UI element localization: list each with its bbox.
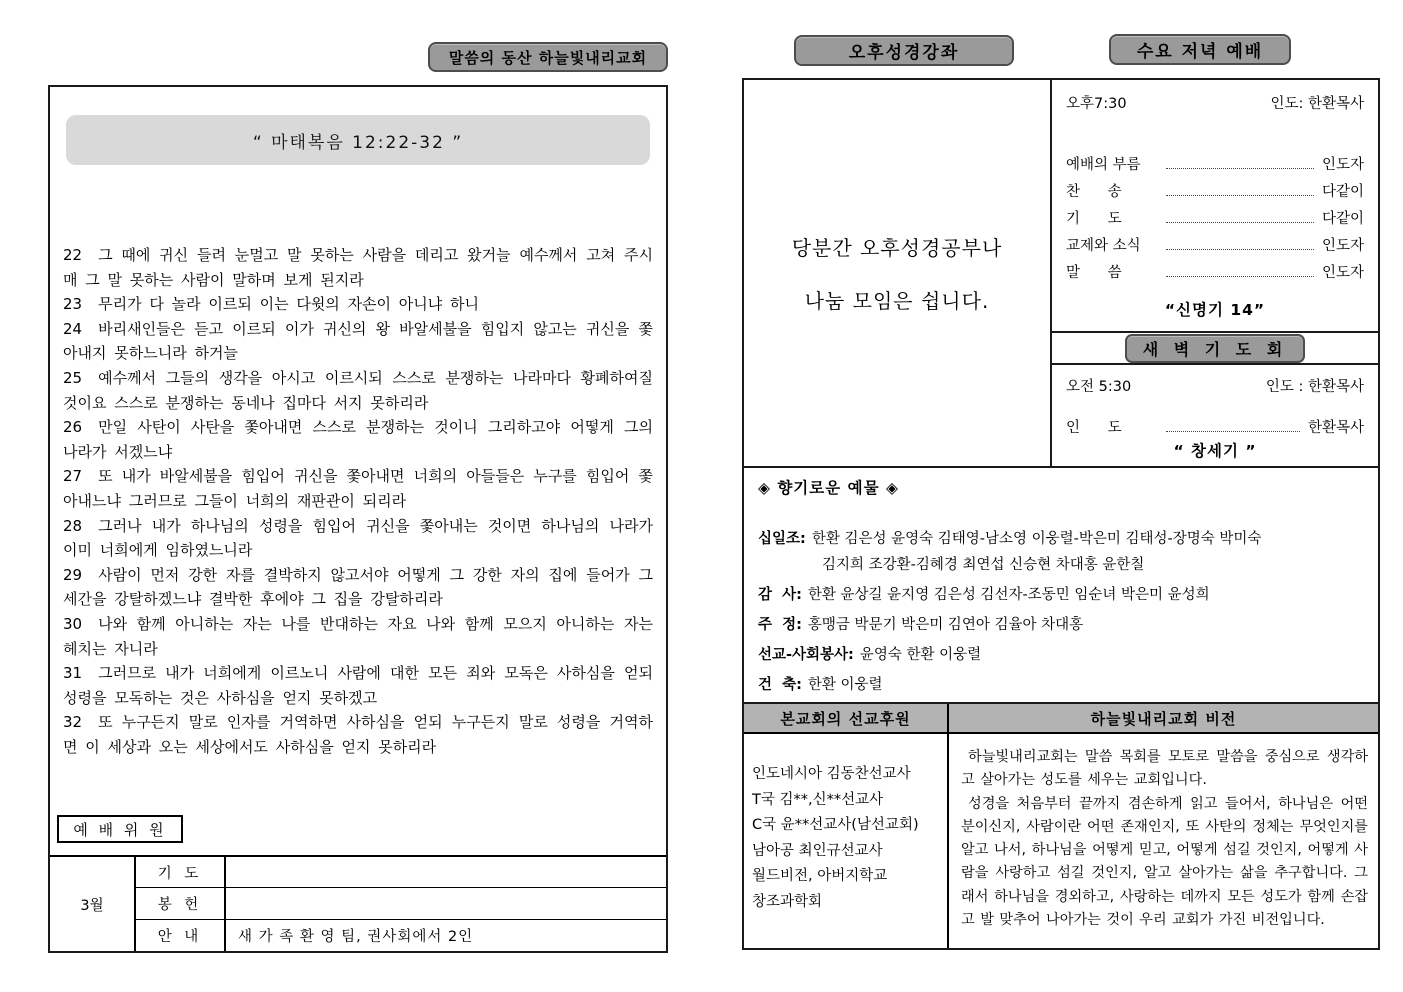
verse-text: 그러므로 내가 너희에게 이르노니 사람에 대한 모든 죄와 모독은 사하심을 얻되 성령을 모독하는 것은 사하심을 얻지 못하겠고 <box>63 664 653 707</box>
offering-title: ◈ 향기로운 예물 ◈ <box>758 479 899 497</box>
verse <box>63 464 653 513</box>
verse <box>63 415 653 464</box>
verse-text: 바리새인들은 듣고 이르되 이가 귀신의 왕 바알세불을 힘입지 않고는 귀신을 쫓아내지 못하느니라 하거늘 <box>63 319 653 363</box>
verse-text: 그러나 내가 하나님의 성령을 힘입어 귀신을 쫓아내는 것이면 하나님의 나라가 이미 너희에게 임하였느니라 <box>63 516 653 560</box>
order-row <box>1066 174 1364 201</box>
verse-number: 29 <box>63 565 83 584</box>
offering-item-thanks <box>758 582 1364 608</box>
mission-support-header: 본교회의 선교후원 <box>744 704 949 734</box>
verse-number: 23 <box>63 295 83 314</box>
service-leader: 인도: 한환목사 <box>1270 96 1364 112</box>
verse-text: 또 누구든지 말로 인자를 거역하면 사하심을 얻되 누구든지 말로 성령을 거역하면 이 세상과 오는 세상에서도 사하심을 얻지 못하리라 <box>63 713 653 756</box>
mission-item: 월드비전, 아버지학교 <box>752 868 888 884</box>
verse-number: 31 <box>63 664 83 683</box>
verse <box>63 563 653 612</box>
order-row <box>1066 410 1364 437</box>
wednesday-time-row <box>1066 92 1364 113</box>
worship-committee-label: 예 배 위 원 <box>57 815 183 843</box>
offering-item-weekly <box>758 612 1364 638</box>
dawn-prayer-header-row <box>1052 331 1378 365</box>
row-value-offering <box>226 888 666 919</box>
verse-text: 그 때에 귀신 들려 눈멀고 말 못하는 사람을 데리고 왔거늘 예수께서 고쳐 주시매 그 말 못하는 사람이 말하며 보게 된지라 <box>63 246 653 289</box>
verse-number: 24 <box>63 319 83 338</box>
verse-text: 또 내가 바알세불을 힘입어 귀신을 쫓아내면 너희의 아들들은 누구를 힘입어 쫓아내느냐 그러므로 그들이 너희의 재판관이 되리라 <box>63 467 653 510</box>
order-row <box>1066 201 1364 228</box>
dotted-leader <box>1166 249 1314 250</box>
church-name-badge: 말씀의 동산 하늘빛내리교회 <box>428 42 668 72</box>
verse-number: 30 <box>63 614 83 633</box>
row-value-usher: 새 가 족 환 영 팀, 권사회에서 2인 <box>238 928 474 945</box>
order-label: 기 도 <box>1066 211 1122 227</box>
dotted-leader <box>1166 276 1314 277</box>
verse-number: 28 <box>63 516 83 535</box>
offering-label: 주 정: <box>758 617 802 633</box>
order-who: 다같이 <box>1321 184 1364 200</box>
verse <box>63 317 653 366</box>
order-who: 다같이 <box>1321 211 1364 227</box>
verse-text: 나와 함께 아니하는 자는 나를 반대하는 자요 나와 함께 모으지 아니하는 자는 헤치는 자니라 <box>63 614 653 658</box>
notice-line: 나눔 모임은 쉽니다. <box>804 289 990 313</box>
dotted-leader <box>1166 222 1314 223</box>
dawn-passage: “ 창세기 ” <box>1173 442 1257 460</box>
service-time: 오전 5:30 <box>1066 379 1132 395</box>
wednesday-evening-worship-badge: 수요 저녁 예배 <box>1109 34 1291 65</box>
row-value-prayer <box>226 857 666 888</box>
offering-names: 홍맹금 박문기 박은미 김연아 김율아 차대홍 <box>807 617 1084 633</box>
offering-label: 선교-사회봉사: <box>758 647 854 663</box>
order-label: 말 씀 <box>1066 265 1122 281</box>
church-vision-header: 하늘빛내리교회 비전 <box>949 704 1378 734</box>
verse <box>63 243 653 292</box>
offering-names-continued: 김지희 조강환-김혜경 최연섭 신승현 차대홍 윤한칠 <box>822 557 1145 573</box>
dawn-time-row <box>1066 375 1364 396</box>
offering-box <box>742 468 1380 704</box>
dawn-prayer-section <box>1052 365 1378 466</box>
bible-class-notice <box>744 80 1052 466</box>
offering-label: 십일조: <box>758 531 806 547</box>
service-time: 오후7:30 <box>1066 96 1127 112</box>
vision-paragraph: 성경을 처음부터 끝까지 겸손하게 읽고 들어서, 하나님은 어떤 분이신지, 사람이란 어떤 존재인지, 또 사탄의 정체는 무엇인지를 알고 나서, 하나님을 어떻게 믿고, 어떻게 섬길 것인지, 어떻게 사람을 사랑하고 섬길 것인지, 알고 살아가는 삶을 추구합니다. 그래서 하나님을 경외하고, 사랑하는 데까지 모든 성도가 함께 손잡고 발 맞추어 나아가는 것이 우리 교회가 가진 비전입니다. <box>961 795 1368 929</box>
offering-names: 윤영숙 한환 이웅렬 <box>859 647 982 663</box>
wednesday-worship-order <box>1052 80 1378 331</box>
row-label-offering: 봉 헌 <box>136 888 226 919</box>
verse <box>63 514 653 563</box>
verse-text: 무리가 다 놀라 이르되 이는 다윗의 자손이 아니냐 하니 <box>98 295 480 314</box>
verse <box>63 612 653 661</box>
offering-names: 한환 윤상길 윤지영 김은성 김선자-조동민 임순녀 박은미 윤성희 <box>807 587 1210 603</box>
order-row <box>1066 147 1364 174</box>
verse <box>63 292 653 317</box>
verse-text: 예수께서 그들의 생각을 아시고 이르시되 스스로 분쟁하는 나라마다 황폐하여질 것이요 스스로 분쟁하는 동네나 집마다 서지 못하리라 <box>63 368 653 412</box>
mission-vision-table <box>742 704 1380 950</box>
notice-line: 당분간 오후성경공부나 <box>791 236 1003 260</box>
dawn-prayer-badge: 새 벽 기 도 회 <box>1125 334 1306 363</box>
order-who: 인도자 <box>1321 157 1364 173</box>
church-vision-text <box>949 734 1378 948</box>
afternoon-bible-class-badge: 오후성경강좌 <box>794 35 1014 66</box>
order-label: 찬 송 <box>1066 184 1122 200</box>
vision-paragraph: 하늘빛내리교회는 말씀 목회를 모토로 말씀을 중심으로 생각하고 살아가는 성도를 세우는 교회입니다. <box>961 749 1368 789</box>
row-label-usher: 안 내 <box>136 920 226 951</box>
worship-committee-table <box>50 855 666 951</box>
verse-text: 사람이 먼저 강한 자를 결박하지 않고서야 어떻게 그 강한 자의 집에 들어가 그 세간을 강탈하겠느냐 결박한 후에야 그 집을 강탈하리라 <box>63 565 653 609</box>
order-row <box>1066 228 1364 255</box>
service-leader: 인도 : 한환목사 <box>1265 379 1364 395</box>
scripture-title: “ 마태복음 12:22-32 ” <box>66 115 650 165</box>
offering-item-mission-service <box>758 642 1364 668</box>
verse-number: 27 <box>63 467 83 486</box>
mission-item: 남아공 최인규선교사 <box>752 842 883 859</box>
verse-number: 25 <box>63 368 83 387</box>
row-label-prayer: 기 도 <box>136 857 226 888</box>
offering-item-building <box>758 672 1364 698</box>
mission-support-list <box>744 734 949 948</box>
verse-number: 32 <box>63 713 83 732</box>
order-label: 교제와 소식 <box>1066 238 1141 254</box>
order-label: 예배의 부름 <box>1066 157 1141 173</box>
offering-names: 한환 김은성 윤영숙 김태영-남소영 이웅렬-박은미 김태성-장명숙 박미숙 <box>811 531 1262 547</box>
scripture-page <box>48 85 668 953</box>
verse <box>63 366 653 415</box>
dotted-leader <box>1166 195 1314 196</box>
order-who: 인도자 <box>1321 238 1364 254</box>
order-row <box>1066 255 1364 282</box>
month-cell: 3월 <box>50 857 136 951</box>
offering-names: 한환 이웅렬 <box>807 677 883 693</box>
dotted-leader <box>1166 168 1314 169</box>
order-who: 한환목사 <box>1307 420 1364 436</box>
mission-item: C국 윤**선교사(남선교회) <box>752 817 919 833</box>
offering-label: 감 사: <box>758 587 802 603</box>
verse <box>63 661 653 710</box>
mission-item: 인도네시아 김동찬선교사 <box>752 766 911 782</box>
wednesday-worship-cell <box>1052 80 1378 466</box>
wednesday-passage: “신명기 14” <box>1164 301 1266 319</box>
order-who: 인도자 <box>1321 265 1364 281</box>
order-label: 인 도 <box>1066 420 1122 436</box>
verse-text: 만일 사탄이 사탄을 쫓아내면 스스로 분쟁하는 것이니 그리하고야 어떻게 그의 나라가 서겠느냐 <box>63 418 653 461</box>
mission-item: T국 김**,신**선교사 <box>752 791 884 808</box>
mission-item: 창조과학회 <box>752 893 823 910</box>
verse <box>63 710 653 759</box>
offering-item-tithe <box>758 526 1364 578</box>
offering-label: 건 축: <box>758 677 802 693</box>
scripture-text <box>50 243 666 759</box>
verse-number: 22 <box>63 246 83 264</box>
verse-number: 26 <box>63 418 83 437</box>
services-box <box>742 78 1380 468</box>
dotted-leader <box>1166 431 1300 432</box>
